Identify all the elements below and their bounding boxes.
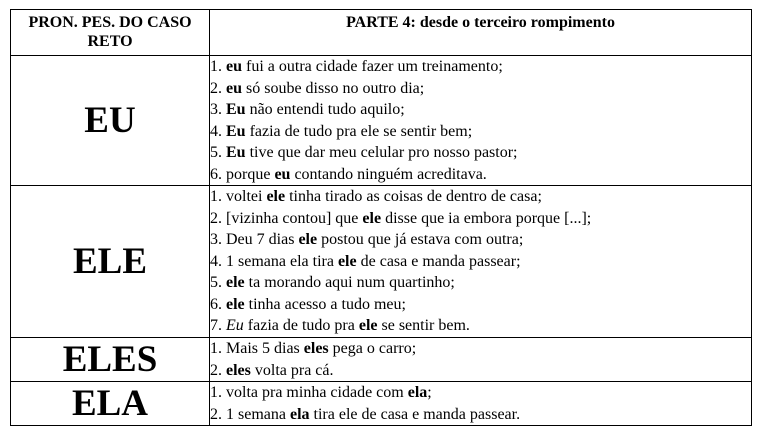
pronoun-highlight: eu (274, 165, 291, 183)
text-run: 5. (210, 144, 226, 161)
text-run: tinha tirado as coisas de dentro de casa; (285, 188, 542, 206)
text-run: fui a outra cidade fazer um treinamento; (242, 58, 503, 75)
text-run: disse que ia embora porque [...]; (381, 209, 592, 227)
text-run: contando ninguém acreditava. (290, 165, 487, 183)
example-line (210, 99, 751, 121)
text-run: 4. (210, 122, 226, 140)
examples-cell (210, 56, 752, 186)
pronoun-table (10, 9, 752, 426)
text-run: fazia de tudo pra (243, 317, 359, 335)
text-run: 6. (210, 295, 226, 313)
example-line (210, 315, 751, 337)
text-run: 7. (210, 317, 226, 335)
example-line (210, 404, 751, 426)
pronoun-highlight: ele (362, 209, 382, 227)
pronoun-cell: EU (11, 56, 210, 186)
example-line (210, 186, 751, 208)
example-line (210, 382, 751, 404)
example-line (210, 229, 751, 251)
text-run: 2. [vizinha contou] que (210, 209, 363, 227)
pronoun-highlight: eles (303, 340, 329, 357)
text-run: só soube disso no outro dia; (242, 79, 425, 97)
pronoun-highlight: ela (407, 384, 428, 401)
header-part: PARTE 4: desde o terceiro rompimento (210, 10, 752, 56)
text-run: 1. Mais 5 dias (210, 340, 304, 357)
text-run: 4. 1 semana ela tira (210, 252, 338, 270)
pronoun-highlight: Eu (226, 101, 246, 118)
pronoun-italic: Eu (226, 317, 244, 335)
text-run: 2. 1 semana (210, 405, 290, 423)
example-line (210, 251, 751, 273)
examples-cell (210, 382, 752, 426)
text-run: ta morando aqui num quartinho; (244, 274, 455, 292)
table-row-eles (11, 338, 752, 382)
pronoun-highlight: eu (226, 79, 242, 97)
example-line (210, 360, 751, 382)
pronoun-highlight: ele (337, 252, 357, 270)
text-run: 5. (210, 274, 226, 292)
text-run: pega o carro; (328, 340, 417, 357)
header-pronoun: PRON. PES. DO CASO RETO (11, 10, 210, 56)
text-run: 1. volta pra minha cidade com (210, 384, 408, 401)
example-line (210, 272, 751, 294)
pronoun-highlight: Eu (226, 144, 246, 161)
text-run: 6. porque (210, 165, 275, 183)
example-line (210, 208, 751, 230)
table-header-row (11, 10, 752, 56)
text-run: não entendi tudo aquilo; (245, 101, 405, 118)
text-run: 3. Deu 7 dias (210, 231, 299, 249)
text-run: se sentir bem. (377, 317, 470, 335)
pronoun-highlight: ele (266, 188, 286, 206)
example-line (210, 338, 751, 360)
pronoun-highlight: Eu (226, 122, 246, 140)
pronoun-highlight: ele (226, 274, 245, 292)
text-run: fazia de tudo pra ele se sentir bem; (245, 122, 473, 140)
table-row-ela (11, 382, 752, 426)
pronoun-cell: ELES (11, 338, 210, 382)
examples-cell (210, 186, 752, 338)
text-run: postou que já estava com outra; (317, 231, 524, 249)
text-run: tinha acesso a tudo meu; (244, 295, 406, 313)
text-run: 3. (210, 101, 226, 118)
example-line (210, 294, 751, 316)
text-run: volta pra cá. (250, 361, 334, 379)
pronoun-cell: ELA (11, 382, 210, 426)
text-run: 2. (210, 79, 226, 97)
pronoun-highlight: ele (358, 317, 378, 335)
text-run: ; (427, 384, 432, 401)
pronoun-highlight: eu (226, 58, 242, 75)
examples-cell (210, 338, 752, 382)
example-line (210, 142, 751, 164)
text-run: de casa e manda passear; (356, 252, 521, 270)
table-row-eu (11, 56, 752, 186)
text-run: tira ele de casa e manda passear. (309, 405, 521, 423)
pronoun-highlight: ele (226, 295, 245, 313)
pronoun-highlight: ela (289, 405, 310, 423)
text-run: 2. (210, 361, 226, 379)
example-line (210, 78, 751, 100)
example-line (210, 164, 751, 186)
example-line (210, 121, 751, 143)
example-line (210, 56, 751, 78)
table-row-ele (11, 186, 752, 338)
pronoun-highlight: ele (298, 231, 318, 249)
pronoun-highlight: eles (226, 361, 251, 379)
pronoun-cell: ELE (11, 186, 210, 338)
text-run: tive que dar meu celular pro nosso pastor; (245, 144, 518, 161)
text-run: 1. (210, 58, 226, 75)
text-run: 1. voltei (210, 188, 267, 206)
